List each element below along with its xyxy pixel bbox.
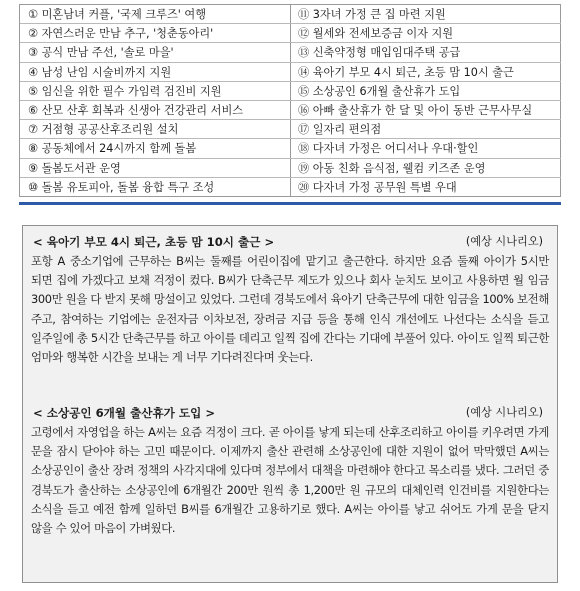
scenario-label: (예상 시나리오) bbox=[465, 406, 543, 419]
policy-column-right bbox=[290, 5, 561, 196]
policy-item: ⑯ 아빠 출산휴가 한 달 및 아이 동반 근무사무실 bbox=[290, 101, 561, 120]
policy-item: ③ 공식 만남 주선, '솔로 마을' bbox=[20, 43, 290, 62]
policy-item: ⑤ 임신을 위한 필수 가임력 검진비 지원 bbox=[20, 82, 290, 101]
policy-item: ⑲ 아동 친화 음식점, 웰컴 키즈존 운영 bbox=[290, 159, 561, 178]
scenario-heading-row bbox=[23, 403, 557, 423]
policy-item: ⑧ 공동체에서 24시까지 함께 돌봄 bbox=[20, 139, 290, 158]
policy-item: ⑳ 다자녀 가정 공무원 특별 우대 bbox=[298, 180, 457, 194]
policy-item: ⑫ 월세와 전세보증금 이자 지원 bbox=[290, 24, 561, 43]
policy-item: ⑦ 거점형 공공산후조리원 설치 bbox=[20, 120, 290, 139]
scenario-heading: < 육아기 부모 4시 퇴근, 초등 맘 10시 출근 > bbox=[33, 235, 275, 249]
policy-item: ⑨ 돌봄도서관 운영 bbox=[20, 159, 290, 178]
policy-item: ⑥ 산모 산후 회복과 신생아 건강관리 서비스 bbox=[20, 101, 290, 120]
scenario-label: (예상 시나리오) bbox=[465, 235, 543, 248]
policy-column-left bbox=[20, 5, 291, 196]
policy-item: ⑪ 3자녀 가정 큰 집 마련 지원 bbox=[290, 5, 561, 24]
policy-item: ⑭ 육아기 부모 4시 퇴근, 초등 맘 10시 출근 bbox=[290, 63, 561, 82]
policy-item: ② 자연스러운 만남 추구, '청춘동아리' bbox=[20, 24, 290, 43]
scenario-heading: < 소상공인 6개월 출산휴가 도입 > bbox=[33, 406, 216, 420]
policy-item: ⑬ 신축약정형 매입임대주택 공급 bbox=[290, 43, 561, 62]
scenario-section bbox=[23, 403, 557, 538]
policy-item: ⑱ 다자녀 가정은 어디서나 우대·할인 bbox=[290, 139, 561, 158]
policy-item: ① 미혼남녀 커플, '국제 크루즈' 여행 bbox=[20, 5, 290, 24]
policy-table bbox=[19, 4, 561, 197]
policy-item: ④ 남성 난임 시술비까지 지원 bbox=[20, 63, 290, 82]
section-divider bbox=[19, 202, 561, 205]
scenario-section bbox=[23, 232, 557, 367]
scenario-body: 고령에서 자영업을 하는 A씨는 요즘 걱정이 크다. 곧 아이를 낳게 되는데 산후조리하고 아이를 키우려면 가게 문을 잠시 닫아야 하는 고민 때문이다. 이제까지 출산 관련해 소상공인에 대한 지원이 없어 막막했던 A씨는 소상공인이 출산 장려 정책의 사각지대에 있다며 정부에서 대책을 마련해야 한다고 목소리를 냈다. 그러던 중 경북도가 출산하는 소상공인에 6개월간 200만 원씩 총 1,200만 원 규모의 대체인력 인건비를 지원한다는 소식을 듣고 예전 함께 일하던 B씨를 6개월간 고용하기로 했다. A씨는 아이를 낳고 쉬어도 가게 문을 닫지 않을 수 있어 마음이 가벼웠다. bbox=[31, 425, 549, 536]
scenario-body: 포항 A 중소기업에 근무하는 B씨는 둘째를 어린이집에 맡기고 출근한다. 하지만 요즘 둘째 아이가 5시만 되면 집에 가겠다고 보채 걱정이 컸다. B씨가 단축근무 제도가 있으나 회사 눈치도 보이고 사용하면 월 임금 300만 원을 다 받지 못해 망설이고 있었다. 그런데 경북도에서 육아기 단축근무에 대한 임금을 100% 보전해 주고, 참여하는 기업에는 운전자금 이차보전, 장려금 지급 등을 통해 인식 개선에도 나선다는 소식을 듣고 일주일에 총 5시간 단축근무를 하고 아이를 데리고 일찍 집에 간다는 기대에 부풀어 있다. 아이도 일찍 퇴근한 엄마와 행복한 시간을 보내는 게 너무 기다려진다며 웃는다. bbox=[31, 254, 549, 365]
policy-item: ⑮ 소상공인 6개월 출산휴가 도입 bbox=[290, 82, 561, 101]
scenario-box bbox=[22, 225, 558, 583]
policy-item: ⑩ 돌봄 유토피아, 돌봄 융합 특구 조성 bbox=[28, 180, 215, 194]
scenario-heading-row bbox=[23, 232, 557, 252]
policy-item: ⑰ 일자리 편의점 bbox=[290, 120, 561, 139]
